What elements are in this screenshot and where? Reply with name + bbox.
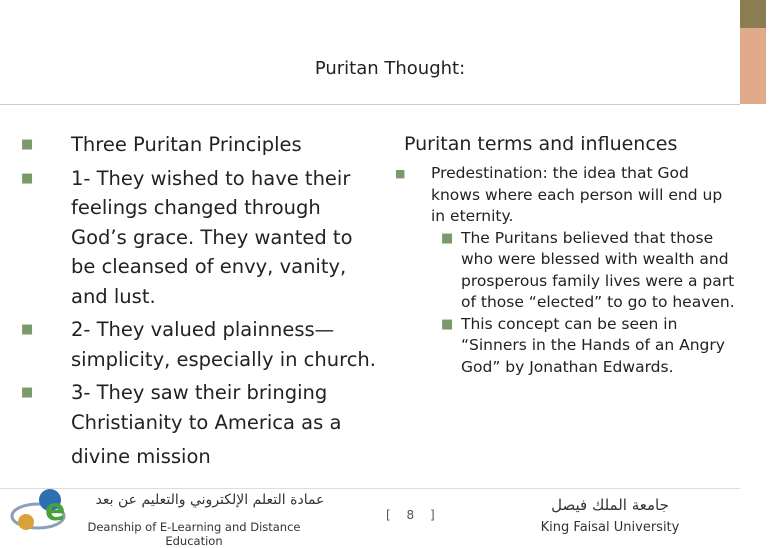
svg-text:e: e: [45, 493, 66, 528]
square-bullet-icon: ■: [21, 137, 34, 152]
decor-bar-top: [740, 0, 766, 28]
square-bullet-icon: ■: [441, 230, 454, 246]
university-arabic-name: جامعة الملك فيصل: [551, 496, 669, 514]
right-column: [391, 163, 741, 378]
university-english-name: King Faisal University: [540, 520, 680, 535]
square-bullet-icon: ■: [21, 322, 34, 337]
square-bullet-icon: ■: [21, 385, 34, 400]
square-bullet-icon: ■: [21, 170, 34, 186]
right-heading: Puritan terms and influences: [404, 133, 678, 155]
title-divider: [0, 104, 740, 105]
left-bullet-item: ■ Three Puritan Principles: [20, 130, 380, 160]
right-bullet-item: ■ Predestination: the idea that God knows where each person will end up in eternity.: [395, 164, 723, 225]
e-learning-logo-icon: [8, 478, 78, 540]
slide-title: Puritan Thought:: [314, 58, 466, 79]
left-column: [20, 130, 380, 468]
footer-divider: [0, 488, 740, 489]
deanship-arabic-name: عمادة التعلم الإلكتروني والتعليم عن بعد: [95, 492, 325, 508]
square-bullet-icon: ■: [441, 316, 454, 332]
left-bullet-item: ■ 2- They valued plainness—simplicity, especially in church.: [20, 315, 380, 374]
deanship-english-name: Deanship of E-Learning and Distance Education: [87, 520, 301, 548]
left-trailing-text: divine mission: [71, 445, 211, 468]
right-subbullet-item: ■ This concept can be seen in “Sinners in the Hands of an Angry God” by Jonathan Edwards.: [441, 314, 725, 376]
square-bullet-icon: ■: [395, 167, 406, 180]
page-number: [ 8 ]: [386, 508, 441, 522]
right-subbullet-item: ■ The Puritans believed that those who were blessed with wealth and prosperous family lives were a part of those “elected” to go to heaven.: [441, 228, 735, 311]
left-bullet-item: ■ 1- They wished to have their feelings changed through God’s grace. They wanted to be cleansed of envy, vanity, and lust.: [20, 164, 380, 312]
left-bullet-item: ■ 3- They saw their bringing Christianity to America as a: [20, 378, 380, 437]
